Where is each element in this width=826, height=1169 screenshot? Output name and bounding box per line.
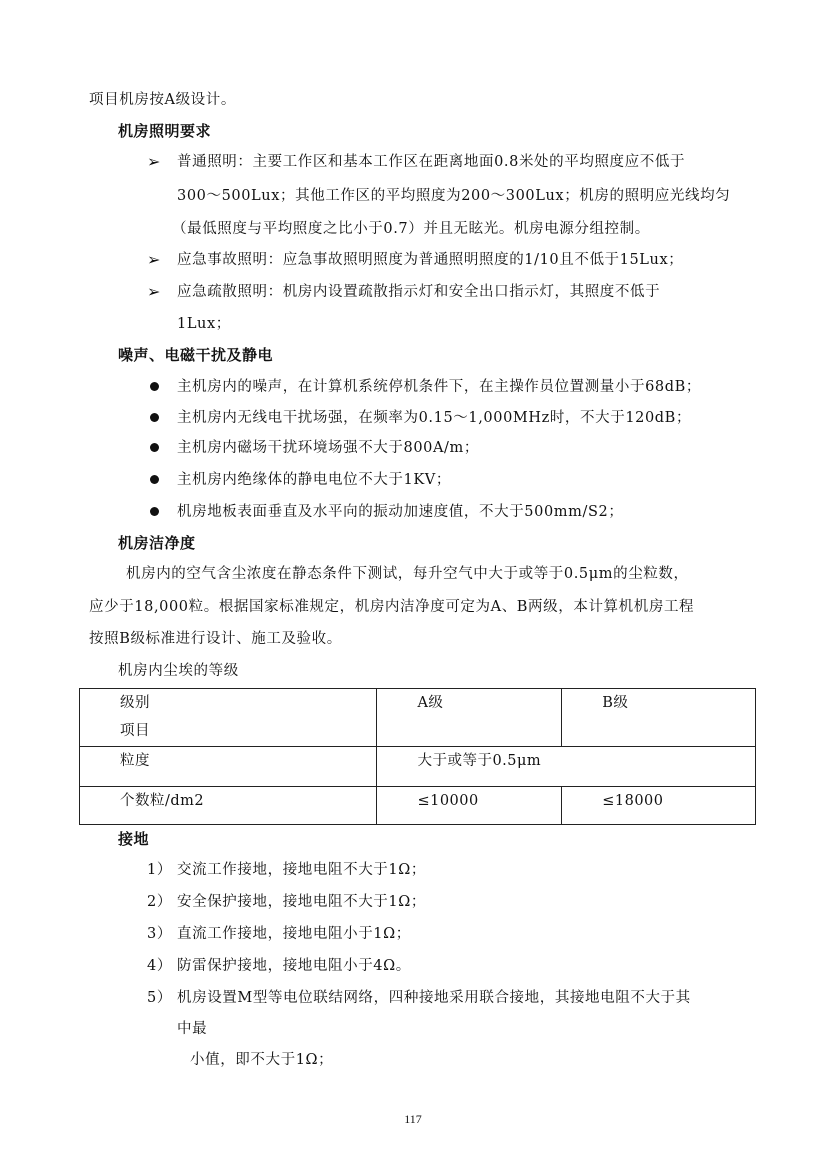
row-label-text: 个数粒/dm2 [120, 793, 205, 809]
arrowhead-bullet-icon: ➢ [147, 282, 161, 301]
table-caption: 机房内尘埃的等级 [118, 663, 239, 679]
arrowhead-bullet-icon: ➢ [147, 152, 161, 171]
lighting-item-1-line-1: 普通照明：主要工作区和基本工作区在距离地面0.8米处的平均照度应不低于 [177, 154, 686, 170]
cleanliness-heading: 机房洁净度 [118, 534, 196, 552]
noise-heading: 噪声、电磁干扰及静电 [118, 346, 274, 364]
header-col-a-text: A级 [417, 695, 444, 711]
round-bullet-icon [150, 413, 159, 422]
page-number: 117 [404, 1112, 422, 1126]
header-col-b-text: B级 [602, 695, 629, 711]
header-level-label: 级别 [120, 695, 150, 711]
noise-item-4: 主机房内绝缘体的静电电位不大于1KV； [177, 472, 451, 488]
row-value-a-text: ≤10000 [417, 793, 479, 809]
lighting-item-1-line-3: （最低照度与平均照度之比小于0.7）并且无眩光。机房电源分组控制。 [172, 221, 650, 237]
row-value-b-text: ≤18000 [602, 793, 664, 809]
row-label [80, 787, 377, 825]
lighting-item-3-line-2: 1Lux； [177, 316, 231, 332]
cleanliness-paragraph-line-1: 机房内的空气含尘浓度在静态条件下测试，每升空气中大于或等于0.5μm的尘粒数， [126, 566, 689, 582]
round-bullet-icon [150, 382, 159, 391]
dust-grade-table [79, 688, 756, 825]
table-header-row [80, 689, 756, 747]
intro-text: 项目机房按A级设计。 [89, 92, 236, 108]
grounding-item-num: 5） [147, 990, 172, 1006]
row-value-text: 大于或等于0.5μm [417, 753, 542, 769]
cleanliness-paragraph-line-2: 应少于18,000粒。根据国家标准规定，机房内洁净度可定为A、B两级，本计算机机房工程 [89, 599, 695, 615]
table-row [80, 747, 756, 787]
lighting-item-1-line-2: 300～500Lux；其他工作区的平均照度为200～300Lux；机房的照明应光线均匀 [177, 188, 731, 204]
lighting-item-2-line-1: 应急事故照明：应急事故照明照度为普通照明照度的1/10且不低于15Lux； [177, 252, 684, 268]
arrowhead-bullet-icon: ➢ [147, 250, 161, 269]
grounding-item-num: 3） [147, 926, 172, 942]
grounding-item-3: 直流工作接地，接地电阻小于1Ω； [177, 926, 411, 942]
lighting-item-3-line-1: 应急疏散照明：机房内设置疏散指示灯和安全出口指示灯，其照度不低于 [177, 284, 661, 300]
noise-item-5: 机房地板表面垂直及水平向的振动加速度值，不大于500mm/S2； [177, 504, 624, 520]
row-label-text: 粒度 [120, 753, 150, 769]
grounding-item-1: 交流工作接地，接地电阻不大于1Ω； [177, 862, 426, 878]
table-row [80, 787, 756, 825]
header-item-label: 项目 [120, 723, 150, 739]
grounding-tail-text: 小值，即不大于1Ω； [190, 1052, 334, 1068]
grounding-heading: 接地 [118, 830, 150, 848]
round-bullet-icon [150, 507, 159, 516]
grounding-item-5-line-2: 中最 [177, 1021, 208, 1037]
lighting-heading: 机房照明要求 [118, 122, 212, 140]
row-label [80, 747, 377, 787]
grounding-item-5-line-1: 机房设置M型等电位联结网络，四种接地采用联合接地，其接地电阻不大于其 [177, 990, 691, 1006]
header-col-a [377, 689, 562, 747]
row-value-b [562, 787, 756, 825]
header-col-b [562, 689, 756, 747]
round-bullet-icon [150, 475, 159, 484]
grounding-item-num: 2） [147, 894, 172, 910]
cleanliness-paragraph-line-3: 按照B级标准进行设计、施工及验收。 [89, 631, 342, 647]
noise-item-2: 主机房内无线电干扰场强，在频率为0.15～1,000MHz时，不大于120dB； [177, 410, 692, 426]
noise-item-3: 主机房内磁场干扰环境场强不大于800A/m； [177, 440, 479, 456]
grounding-item-num: 4） [147, 958, 172, 974]
grounding-item-2: 安全保护接地，接地电阻不大于1Ω； [177, 894, 426, 910]
grounding-item-num: 1） [147, 862, 172, 878]
row-value-a [377, 787, 562, 825]
round-bullet-icon [150, 443, 159, 452]
grounding-item-4: 防雷保护接地，接地电阻小于4Ω。 [177, 958, 411, 974]
noise-item-1: 主机房内的噪声，在计算机系统停机条件下，在主操作员位置测量小于68dB； [177, 379, 701, 395]
table-header-corner [80, 689, 377, 747]
row-value-span [377, 747, 756, 787]
